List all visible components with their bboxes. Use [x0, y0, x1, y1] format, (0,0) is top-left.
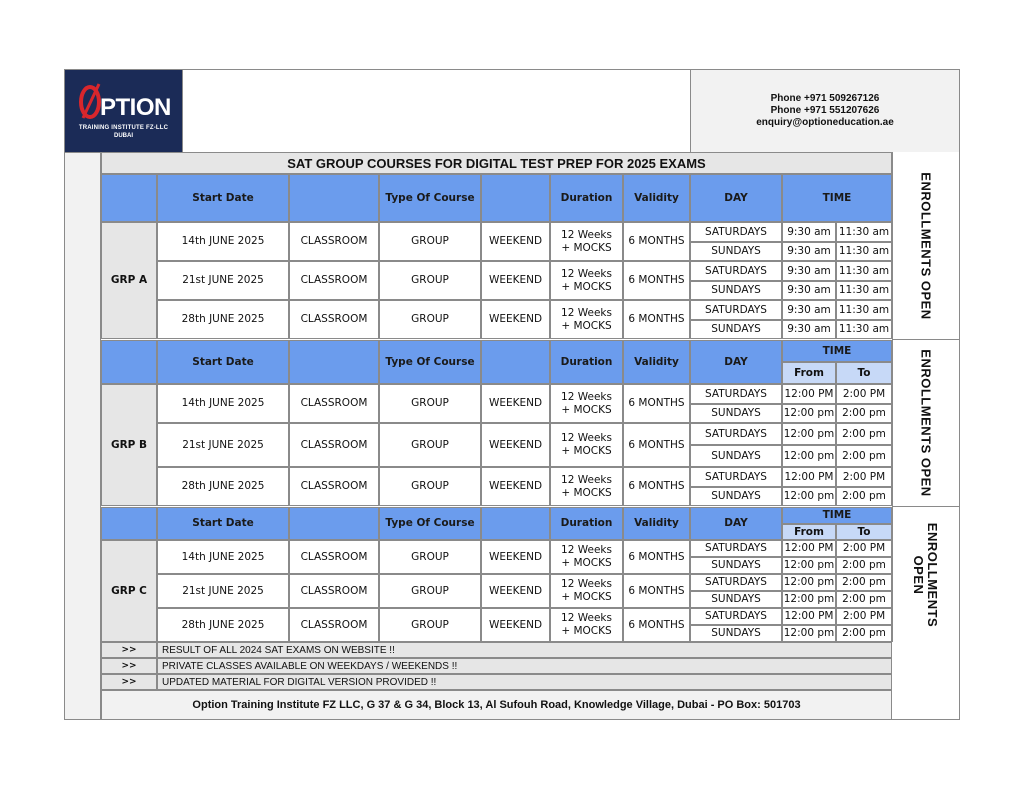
time-from-cell: 12:00 PM	[782, 384, 836, 404]
validity-cell: 6 MONTHS	[623, 222, 690, 261]
day-cell: SUNDAYS	[690, 242, 782, 261]
course-mode-cell: CLASSROOM	[289, 300, 379, 339]
time-from-cell: 12:00 pm	[782, 445, 836, 467]
contact-email[interactable]: enquiry@optioneducation.ae	[756, 117, 894, 128]
course-mode-cell: CLASSROOM	[289, 384, 379, 423]
course-type-cell: GROUP	[379, 467, 481, 506]
header-group-blank	[101, 174, 157, 222]
header-spacer	[182, 70, 690, 152]
course-type-cell: GROUP	[379, 300, 481, 339]
start-date-cell: 14th JUNE 2025	[157, 222, 289, 261]
course-mode-cell: CLASSROOM	[289, 222, 379, 261]
duration-cell: 12 Weeks + MOCKS	[550, 574, 623, 608]
note-marker: >>	[101, 658, 157, 674]
header-type-of-course: Type Of Course	[379, 507, 481, 540]
start-date-cell: 21st JUNE 2025	[157, 261, 289, 300]
header-time-from: From	[782, 362, 836, 384]
header-time: TIME	[782, 340, 892, 362]
schedule-cell: WEEKEND	[481, 222, 550, 261]
day-cell: SUNDAYS	[690, 281, 782, 300]
header-day: DAY	[690, 340, 782, 384]
group-label: GRP C	[101, 540, 157, 642]
note-marker: >>	[101, 674, 157, 690]
start-date-cell: 14th JUNE 2025	[157, 384, 289, 423]
course-type-cell: GROUP	[379, 384, 481, 423]
start-date-cell: 21st JUNE 2025	[157, 574, 289, 608]
time-to-cell: 2:00 pm	[836, 557, 892, 574]
day-cell: SATURDAYS	[690, 261, 782, 281]
time-to-cell: 2:00 PM	[836, 608, 892, 625]
start-date-cell: 28th JUNE 2025	[157, 300, 289, 339]
header-time-to: To	[836, 524, 892, 540]
time-to-cell: 2:00 PM	[836, 467, 892, 487]
duration-cell: 12 Weeks + MOCKS	[550, 222, 623, 261]
time-to-cell: 2:00 pm	[836, 404, 892, 423]
header-duration: Duration	[550, 507, 623, 540]
time-from-cell: 12:00 pm	[782, 574, 836, 591]
header-time: TIME	[782, 174, 892, 222]
day-cell: SUNDAYS	[690, 487, 782, 506]
note-text: RESULT OF ALL 2024 SAT EXAMS ON WEBSITE !!	[157, 642, 892, 658]
header-time-to: To	[836, 362, 892, 384]
svg-text:PTION: PTION	[100, 94, 171, 120]
time-to-cell: 11:30 am	[836, 300, 892, 320]
header-day: DAY	[690, 507, 782, 540]
course-mode-cell: CLASSROOM	[289, 608, 379, 642]
time-to-cell: 11:30 am	[836, 261, 892, 281]
course-type-cell: GROUP	[379, 423, 481, 467]
header-mode-blank	[289, 174, 379, 222]
schedule-cell: WEEKEND	[481, 384, 550, 423]
header-group-blank	[101, 507, 157, 540]
time-from-cell: 12:00 PM	[782, 467, 836, 487]
course-type-cell: GROUP	[379, 261, 481, 300]
time-from-cell: 12:00 pm	[782, 557, 836, 574]
duration-cell: 12 Weeks + MOCKS	[550, 423, 623, 467]
start-date-cell: 28th JUNE 2025	[157, 467, 289, 506]
course-mode-cell: CLASSROOM	[289, 540, 379, 574]
schedule-cell: WEEKEND	[481, 261, 550, 300]
time-from-cell: 12:00 PM	[782, 540, 836, 557]
header-start-date: Start Date	[157, 174, 289, 222]
left-margin-strip	[65, 153, 101, 719]
day-cell: SATURDAYS	[690, 300, 782, 320]
note-text: PRIVATE CLASSES AVAILABLE ON WEEKDAYS / WEEKENDS !!	[157, 658, 892, 674]
time-to-cell: 2:00 pm	[836, 591, 892, 608]
time-from-cell: 9:30 am	[782, 222, 836, 242]
duration-cell: 12 Weeks + MOCKS	[550, 540, 623, 574]
header-group-blank	[101, 340, 157, 384]
schedule-cell: WEEKEND	[481, 608, 550, 642]
time-from-cell: 9:30 am	[782, 300, 836, 320]
logo-location: DUBAI	[114, 133, 133, 139]
header-start-date: Start Date	[157, 507, 289, 540]
time-from-cell: 12:00 PM	[782, 608, 836, 625]
header-type-of-course: Type Of Course	[379, 174, 481, 222]
time-from-cell: 9:30 am	[782, 261, 836, 281]
validity-cell: 6 MONTHS	[623, 300, 690, 339]
day-cell: SATURDAYS	[690, 384, 782, 404]
time-to-cell: 2:00 pm	[836, 423, 892, 445]
start-date-cell: 14th JUNE 2025	[157, 540, 289, 574]
header-mode-blank	[289, 507, 379, 540]
enrollment-label-a: ENROLLMENTS OPEN	[918, 171, 934, 320]
header-validity: Validity	[623, 507, 690, 540]
logo-wordmark	[77, 80, 177, 120]
time-from-cell: 9:30 am	[782, 320, 836, 339]
logo	[65, 70, 182, 152]
header-type-of-course: Type Of Course	[379, 340, 481, 384]
schedule-cell: WEEKEND	[481, 300, 550, 339]
time-to-cell: 11:30 am	[836, 242, 892, 261]
course-type-cell: GROUP	[379, 222, 481, 261]
duration-cell: 12 Weeks + MOCKS	[550, 300, 623, 339]
header-when-blank	[481, 174, 550, 222]
header-duration: Duration	[550, 340, 623, 384]
header-when-blank	[481, 507, 550, 540]
time-to-cell: 2:00 PM	[836, 540, 892, 557]
time-to-cell: 11:30 am	[836, 222, 892, 242]
course-type-cell: GROUP	[379, 540, 481, 574]
enrollment-label-b: ENROLLMENTS OPEN	[918, 349, 934, 497]
time-from-cell: 12:00 pm	[782, 487, 836, 506]
start-date-cell: 21st JUNE 2025	[157, 423, 289, 467]
time-from-cell: 9:30 am	[782, 242, 836, 261]
course-mode-cell: CLASSROOM	[289, 467, 379, 506]
validity-cell: 6 MONTHS	[623, 261, 690, 300]
header-time: TIME	[782, 507, 892, 524]
start-date-cell: 28th JUNE 2025	[157, 608, 289, 642]
day-cell: SUNDAYS	[690, 445, 782, 467]
footer-address: Option Training Institute FZ LLC, G 37 & G 34, Block 13, Al Sufouh Road, Knowledge Village, Dubai - PO Box: 501703	[101, 690, 892, 720]
logo-subtitle: TRAINING INSTITUTE FZ-LLC	[78, 125, 169, 131]
day-cell: SUNDAYS	[690, 557, 782, 574]
day-cell: SATURDAYS	[690, 540, 782, 557]
contact-phone-1: Phone +971 509267126	[770, 93, 880, 104]
day-cell: SUNDAYS	[690, 320, 782, 339]
schedule-cell: WEEKEND	[481, 467, 550, 506]
note-marker: >>	[101, 642, 157, 658]
header-when-blank	[481, 340, 550, 384]
time-to-cell: 11:30 am	[836, 281, 892, 300]
header-validity: Validity	[623, 174, 690, 222]
enrollment-label-c: ENROLLMENTS OPEN	[911, 522, 941, 627]
course-type-cell: GROUP	[379, 574, 481, 608]
header-mode-blank	[289, 340, 379, 384]
validity-cell: 6 MONTHS	[623, 423, 690, 467]
duration-cell: 12 Weeks + MOCKS	[550, 608, 623, 642]
group-label: GRP B	[101, 384, 157, 506]
page-title: SAT GROUP COURSES FOR DIGITAL TEST PREP FOR 2025 EXAMS	[101, 152, 892, 174]
day-cell: SATURDAYS	[690, 608, 782, 625]
day-cell: SUNDAYS	[690, 591, 782, 608]
contact-block	[690, 70, 959, 152]
time-from-cell: 12:00 pm	[782, 404, 836, 423]
schedule-cell: WEEKEND	[481, 423, 550, 467]
duration-cell: 12 Weeks + MOCKS	[550, 384, 623, 423]
time-from-cell: 12:00 pm	[782, 625, 836, 642]
time-to-cell: 2:00 pm	[836, 487, 892, 506]
note-text: UPDATED MATERIAL FOR DIGITAL VERSION PROVIDED !!	[157, 674, 892, 690]
schedule-cell: WEEKEND	[481, 540, 550, 574]
course-mode-cell: CLASSROOM	[289, 423, 379, 467]
header-time-from: From	[782, 524, 836, 540]
day-cell: SUNDAYS	[690, 625, 782, 642]
time-to-cell: 11:30 am	[836, 320, 892, 339]
day-cell: SATURDAYS	[690, 222, 782, 242]
day-cell: SATURDAYS	[690, 574, 782, 591]
header-duration: Duration	[550, 174, 623, 222]
group-label: GRP A	[101, 222, 157, 339]
time-to-cell: 2:00 pm	[836, 574, 892, 591]
duration-cell: 12 Weeks + MOCKS	[550, 261, 623, 300]
time-from-cell: 12:00 pm	[782, 423, 836, 445]
validity-cell: 6 MONTHS	[623, 574, 690, 608]
time-from-cell: 9:30 am	[782, 281, 836, 300]
duration-cell: 12 Weeks + MOCKS	[550, 467, 623, 506]
validity-cell: 6 MONTHS	[623, 384, 690, 423]
header-validity: Validity	[623, 340, 690, 384]
course-mode-cell: CLASSROOM	[289, 574, 379, 608]
header-start-date: Start Date	[157, 340, 289, 384]
validity-cell: 6 MONTHS	[623, 540, 690, 574]
day-cell: SUNDAYS	[690, 404, 782, 423]
validity-cell: 6 MONTHS	[623, 467, 690, 506]
time-from-cell: 12:00 pm	[782, 591, 836, 608]
course-type-cell: GROUP	[379, 608, 481, 642]
day-cell: SATURDAYS	[690, 423, 782, 445]
course-mode-cell: CLASSROOM	[289, 261, 379, 300]
contact-phone-2: Phone +971 551207626	[770, 105, 880, 116]
header-day: DAY	[690, 174, 782, 222]
time-to-cell: 2:00 pm	[836, 445, 892, 467]
validity-cell: 6 MONTHS	[623, 608, 690, 642]
day-cell: SATURDAYS	[690, 467, 782, 487]
schedule-cell: WEEKEND	[481, 574, 550, 608]
time-to-cell: 2:00 PM	[836, 384, 892, 404]
time-to-cell: 2:00 pm	[836, 625, 892, 642]
